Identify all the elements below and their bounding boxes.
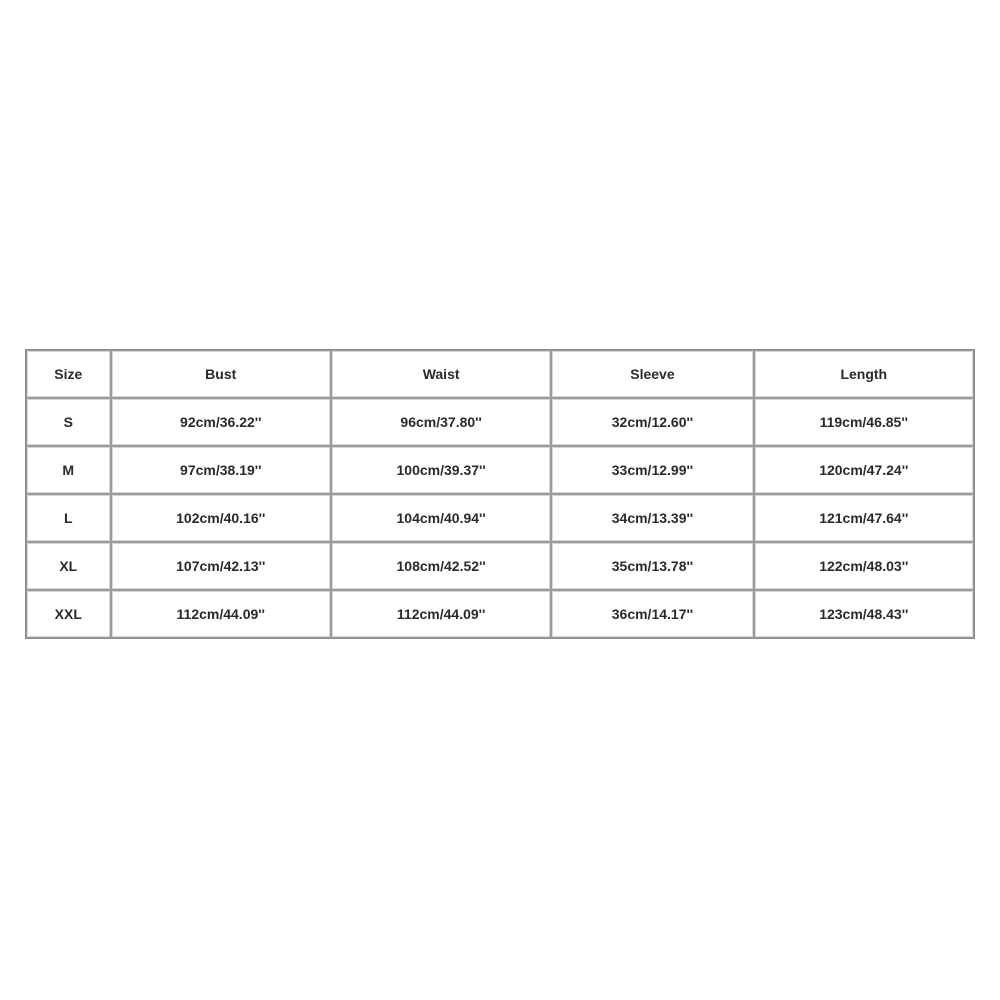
size-cell: XXL — [26, 590, 111, 638]
sleeve-cell: 35cm/13.78'' — [551, 542, 753, 590]
table-row — [26, 542, 974, 590]
table-row — [26, 398, 974, 446]
size-cell: M — [26, 446, 111, 494]
length-cell: 122cm/48.03'' — [754, 542, 974, 590]
table-row — [26, 446, 974, 494]
sleeve-cell: 34cm/13.39'' — [551, 494, 753, 542]
waist-cell: 104cm/40.94'' — [331, 494, 551, 542]
bust-cell: 102cm/40.16'' — [111, 494, 331, 542]
sleeve-cell: 33cm/12.99'' — [551, 446, 753, 494]
bust-cell: 112cm/44.09'' — [111, 590, 331, 638]
waist-cell: 96cm/37.80'' — [331, 398, 551, 446]
bust-cell: 92cm/36.22'' — [111, 398, 331, 446]
header-row — [26, 350, 974, 398]
size-cell: S — [26, 398, 111, 446]
size-chart-table — [25, 349, 975, 639]
waist-cell: 112cm/44.09'' — [331, 590, 551, 638]
header-size: Size — [26, 350, 111, 398]
size-cell: XL — [26, 542, 111, 590]
header-sleeve: Sleeve — [551, 350, 753, 398]
size-cell: L — [26, 494, 111, 542]
header-length: Length — [754, 350, 974, 398]
length-cell: 119cm/46.85'' — [754, 398, 974, 446]
header-waist: Waist — [331, 350, 551, 398]
bust-cell: 97cm/38.19'' — [111, 446, 331, 494]
waist-cell: 108cm/42.52'' — [331, 542, 551, 590]
length-cell: 120cm/47.24'' — [754, 446, 974, 494]
waist-cell: 100cm/39.37'' — [331, 446, 551, 494]
sleeve-cell: 36cm/14.17'' — [551, 590, 753, 638]
table-row — [26, 494, 974, 542]
length-cell: 123cm/48.43'' — [754, 590, 974, 638]
length-cell: 121cm/47.64'' — [754, 494, 974, 542]
bust-cell: 107cm/42.13'' — [111, 542, 331, 590]
sleeve-cell: 32cm/12.60'' — [551, 398, 753, 446]
header-bust: Bust — [111, 350, 331, 398]
table-row — [26, 590, 974, 638]
